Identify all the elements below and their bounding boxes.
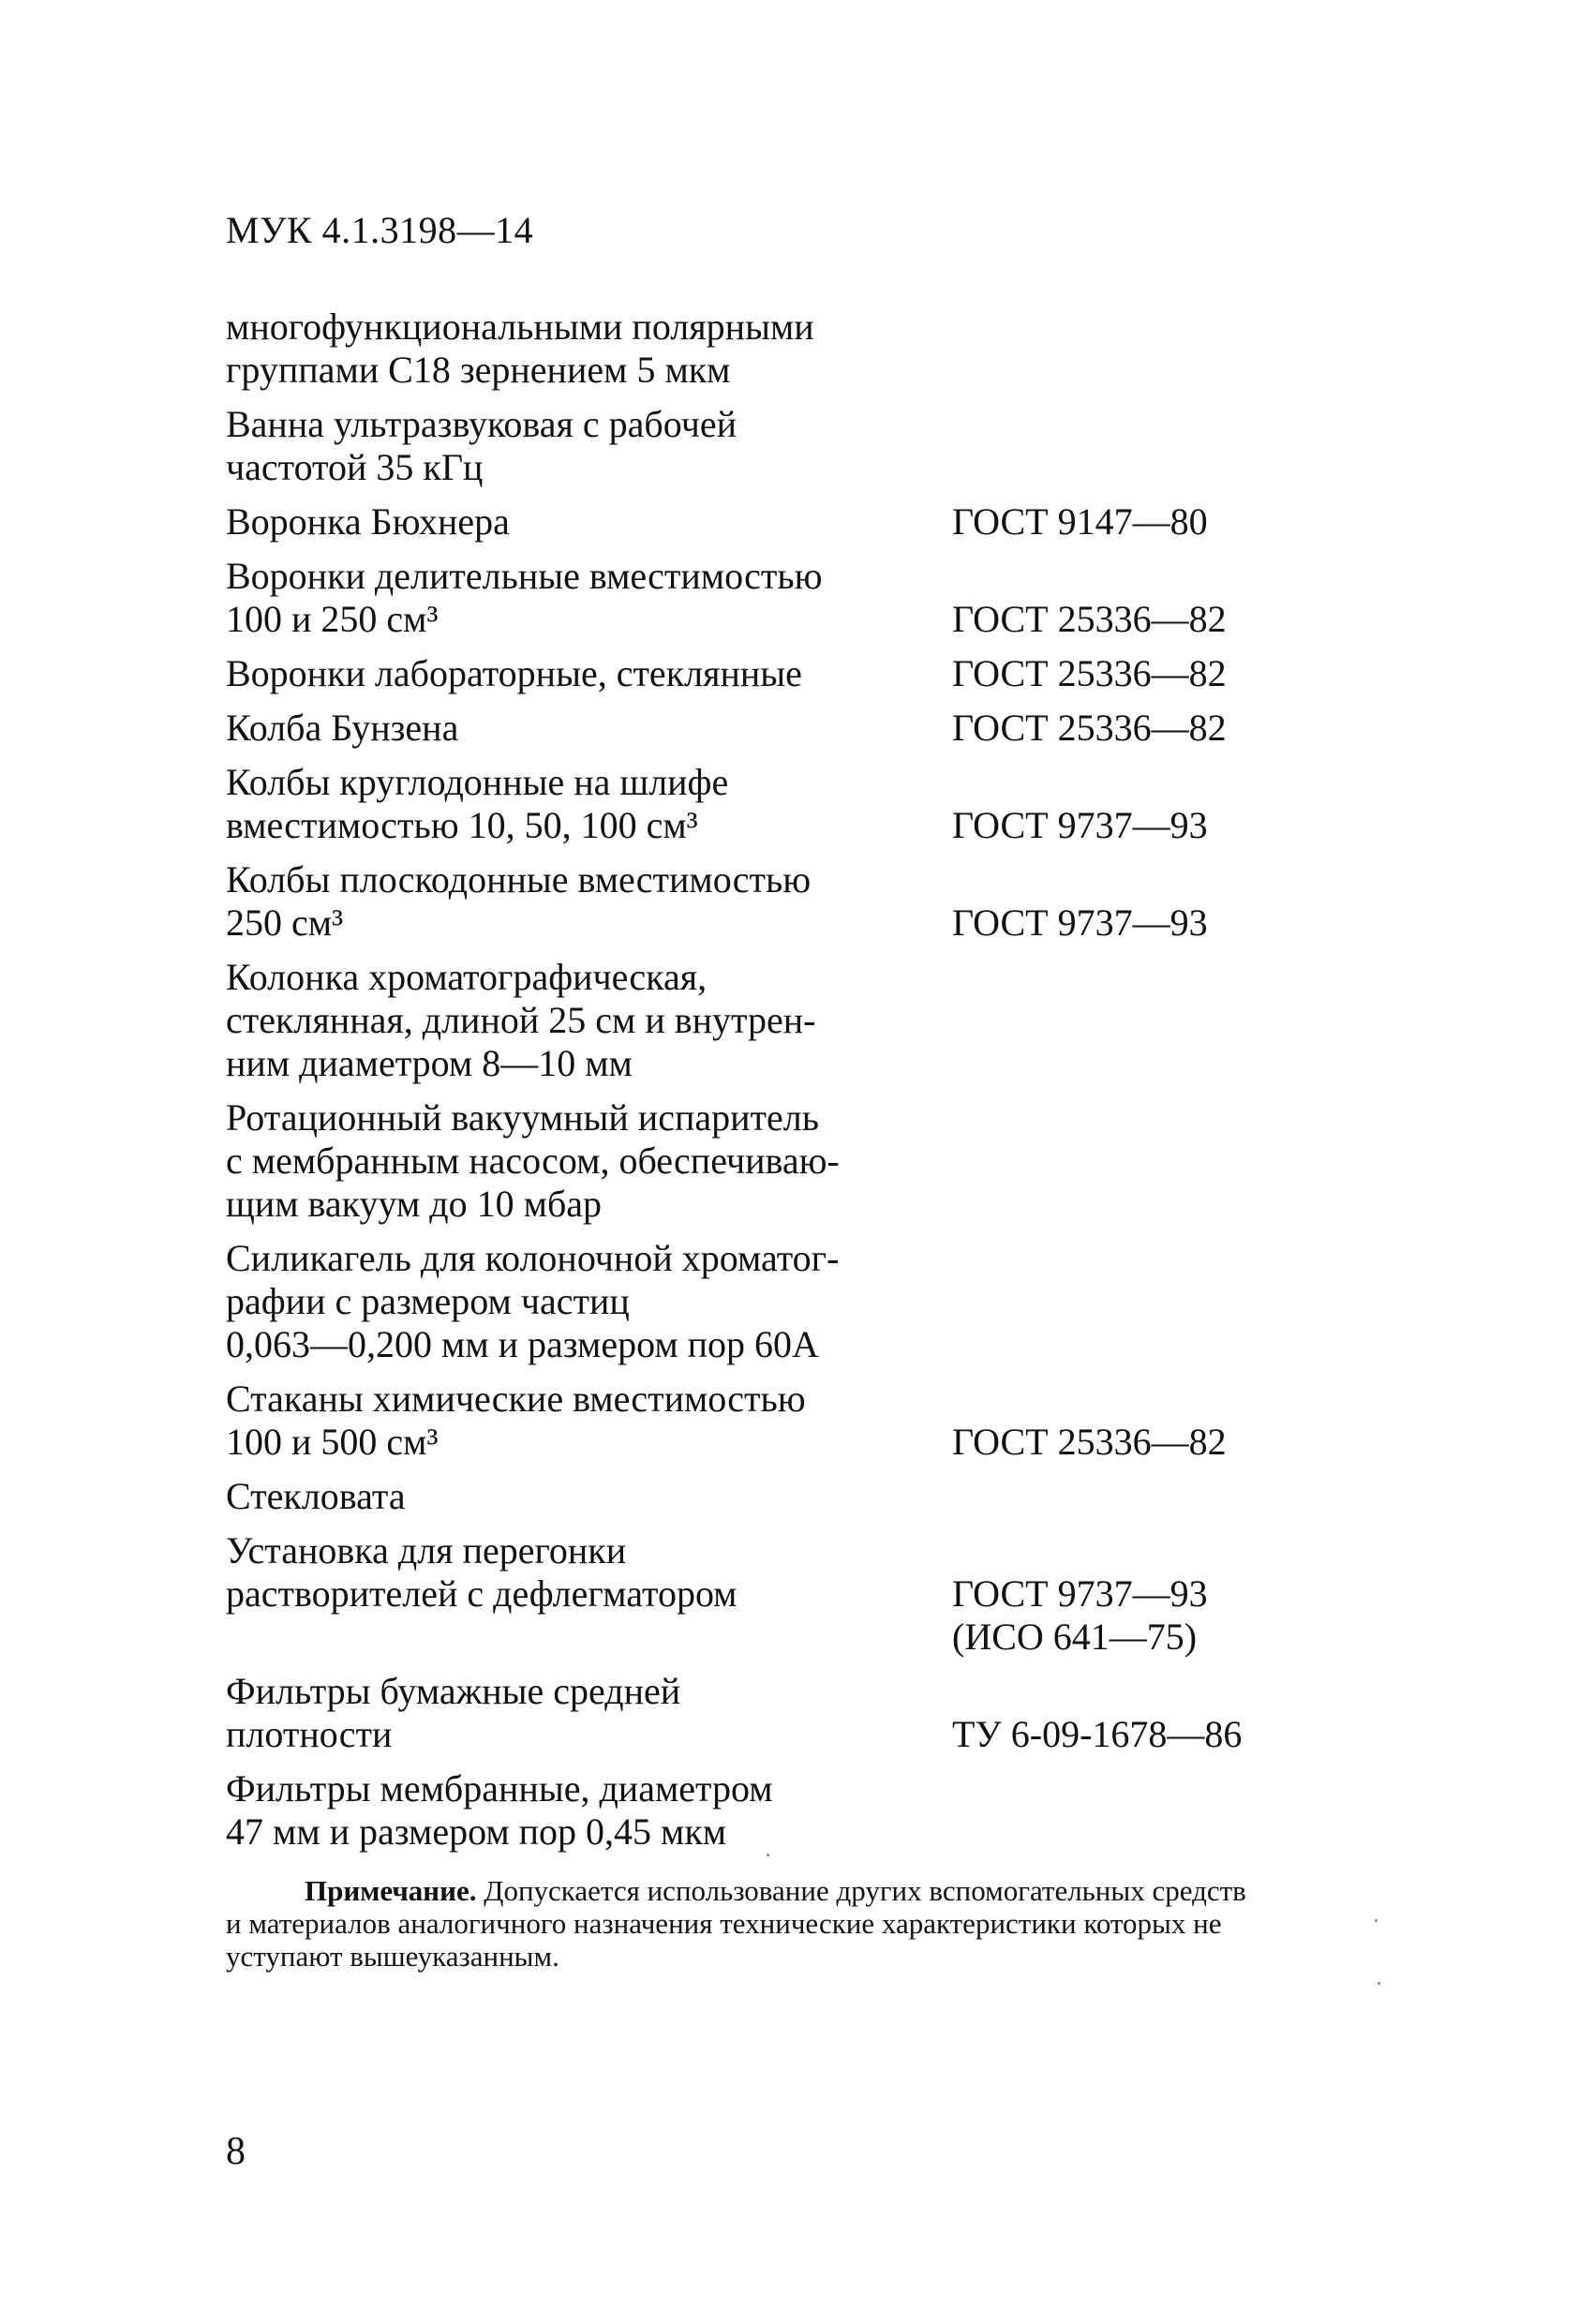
list-item [226, 652, 1285, 695]
note-block [226, 1874, 1369, 1973]
item-name-line: рафии с размером частиц [226, 1280, 630, 1322]
item-name-line: группами С18 зернением 5 мкм [226, 349, 731, 391]
item-name-line: вместимостью 10, 50, 100 см³ [226, 804, 698, 846]
scan-speck [1375, 1919, 1378, 1922]
item-standard [952, 500, 1208, 544]
item-standard-line: ГОСТ 9737—93 [952, 804, 1208, 846]
item-standard-line: (ИСО 641—75) [952, 1616, 1198, 1658]
item-name-line: Воронки делительные вместимостью [226, 555, 823, 597]
note-line-2: и материалов аналогичного назначения технические характеристики которых не [226, 1907, 1222, 1940]
item-name-line: растворителей с дефлегматором [226, 1572, 737, 1615]
item-name-line: Стекловата [226, 1475, 406, 1517]
item-name-line: 100 и 500 см³ [226, 1421, 439, 1463]
note-line-3: уступают вышеуказанным. [226, 1940, 559, 1973]
item-standard-line: ГОСТ 25336—82 [952, 598, 1227, 640]
item-standard-line: ГОСТ 25336—82 [952, 707, 1227, 749]
item-name-line: Воронки лабораторные, стеклянные [226, 652, 802, 694]
item-name [226, 1475, 947, 1518]
list-item [226, 555, 1285, 641]
list-item [226, 707, 1285, 750]
item-name-line: Установка для перегонки [226, 1529, 627, 1572]
list-item [226, 1767, 1285, 1854]
item-name-line: Воронка Бюхнера [226, 500, 510, 543]
item-standard-line: ГОСТ 9737—93 [952, 901, 1208, 944]
list-item [226, 1475, 1285, 1518]
item-name [226, 858, 947, 945]
item-name-line: Силикагель для колоночной хроматог- [226, 1237, 840, 1279]
item-name [226, 761, 947, 847]
item-name-line: Ванна ультразвуковая с рабочей [226, 403, 737, 445]
list-item [226, 858, 1285, 945]
item-name [226, 1096, 947, 1226]
item-name-line: Колонка хроматографическая, [226, 956, 708, 998]
list-item [226, 1529, 1285, 1658]
item-name-line: Фильтры бумажные средней [226, 1670, 681, 1712]
item-standard-line: ГОСТ 25336—82 [952, 652, 1227, 694]
item-name-line: Колбы круглодонные на шлифе [226, 761, 729, 803]
item-standard [952, 1713, 1242, 1756]
item-name-line: щим вакуум до 10 мбар [226, 1183, 603, 1225]
list-item [226, 761, 1285, 847]
list-item [226, 956, 1285, 1085]
item-standard [952, 652, 1227, 695]
item-name-line: 250 см³ [226, 901, 344, 944]
item-name [226, 500, 947, 544]
item-standard [952, 1572, 1208, 1659]
item-name-line: Ротационный вакуумный испаритель [226, 1096, 819, 1139]
item-standard-line: ГОСТ 9147—80 [952, 500, 1208, 543]
item-name-line: Фильтры мембранные, диаметром [226, 1767, 773, 1810]
item-standard [952, 707, 1227, 750]
item-name-line: Стаканы химические вместимостью [226, 1378, 806, 1420]
item-standard [952, 901, 1208, 945]
item-name [226, 1529, 947, 1616]
list-item [226, 1237, 1285, 1366]
scan-speck [767, 1854, 769, 1856]
scan-speck [1378, 1982, 1380, 1985]
item-name-line: плотности [226, 1713, 393, 1755]
item-standard-line: ТУ 6-09-1678—86 [952, 1713, 1243, 1755]
item-name [226, 1378, 947, 1464]
equipment-list [226, 305, 1285, 1865]
item-name [226, 403, 947, 489]
page-number: 8 [226, 2130, 246, 2173]
note-label: Примечание. [305, 1874, 477, 1907]
item-name-line: Колбы плоскодонные вместимостью [226, 858, 812, 901]
item-name [226, 956, 947, 1085]
list-item [226, 1670, 1285, 1756]
list-item [226, 305, 1285, 392]
document-code: МУК 4.1.3198—14 [226, 209, 534, 251]
item-name [226, 1670, 947, 1756]
list-item [226, 403, 1285, 489]
item-name [226, 1767, 947, 1854]
list-item [226, 1096, 1285, 1226]
item-name-line: стеклянная, длиной 25 см и внутрен- [226, 999, 816, 1041]
item-name [226, 555, 947, 641]
item-name-line: ним диаметром 8—10 мм [226, 1042, 633, 1084]
item-name-line: 0,063—0,200 мм и размером пор 60А [226, 1323, 819, 1365]
item-standard-line: ГОСТ 25336—82 [952, 1421, 1227, 1463]
note-text-1: Допускается использование других вспомогательных средств [476, 1874, 1246, 1907]
item-standard [952, 1421, 1227, 1464]
item-name-line: 100 и 250 см³ [226, 598, 439, 640]
item-name [226, 652, 947, 695]
item-name-line: Колба Бунзена [226, 707, 459, 749]
item-name [226, 305, 947, 392]
item-standard [952, 804, 1208, 847]
item-standard-line: ГОСТ 9737—93 [952, 1572, 1208, 1615]
note-line-1 [226, 1874, 1369, 1907]
list-item [226, 500, 1285, 544]
item-standard [952, 598, 1227, 641]
item-name [226, 1237, 947, 1366]
item-name [226, 707, 947, 750]
list-item [226, 1378, 1285, 1464]
item-name-line: с мембранным насосом, обеспечиваю- [226, 1140, 840, 1182]
item-name-line: многофункциональными полярными [226, 305, 814, 348]
item-name-line: 47 мм и размером пор 0,45 мкм [226, 1810, 727, 1853]
item-name-line: частотой 35 кГц [226, 446, 484, 488]
